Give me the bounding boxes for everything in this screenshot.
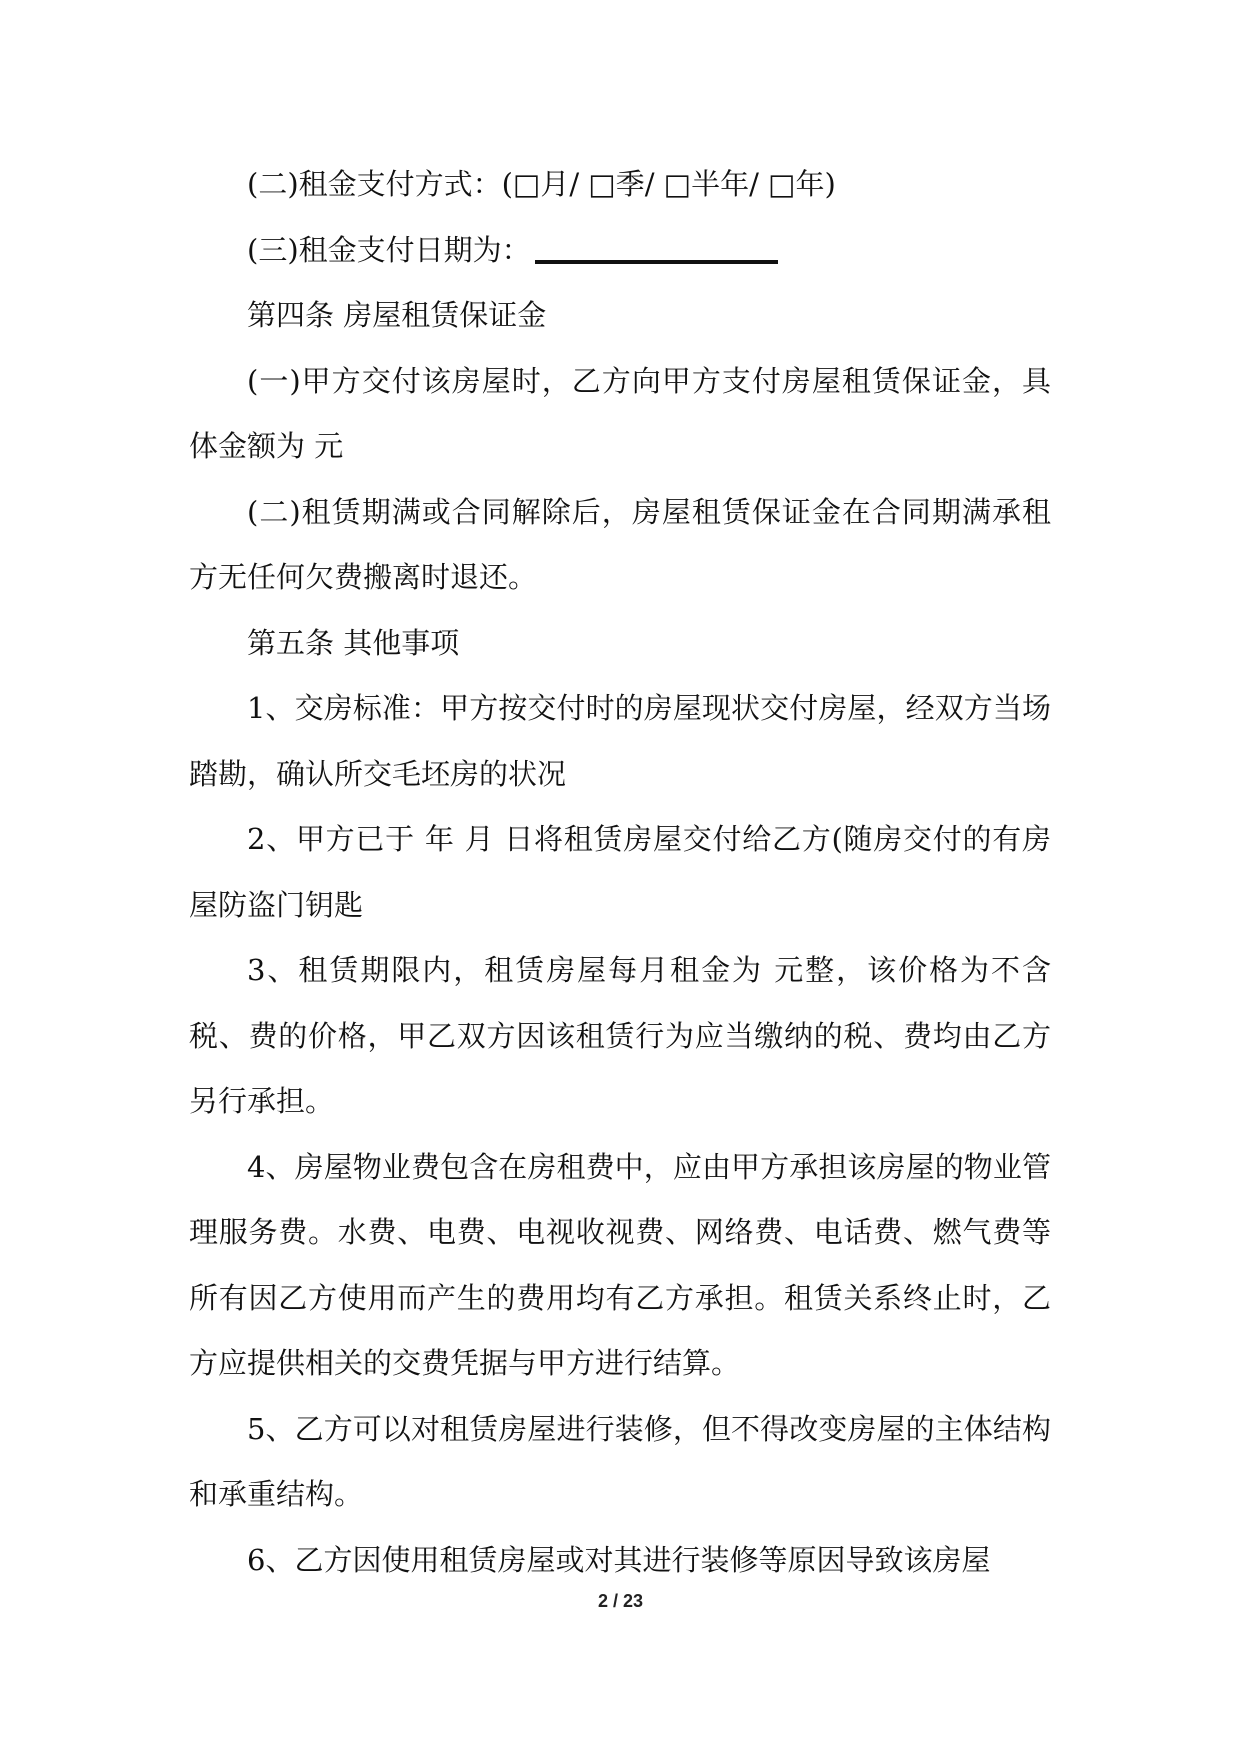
paragraph-item-3: 3、租赁期限内，租赁房屋每月租金为 元整，该价格为不含税、费的价格，甲乙双方因该租赁行为应当缴纳的税、费均由乙方另行承担。 [189, 953, 1051, 1118]
paragraph-item-5: 5、乙方可以对租赁房屋进行装修，但不得改变房屋的主体结构和承重结构。 [189, 1411, 1051, 1511]
paragraph-rent-payment-method: (二)租金支付方式：(□月/ □季/ □半年/ □年) [247, 167, 836, 201]
page-number: 2 / 23 [597, 1591, 644, 1611]
rent-payment-date-label: (三)租金支付日期为： [247, 232, 531, 267]
paragraph-item-6: 6、乙方因使用租赁房屋或对其进行装修等原因导致该房屋 [247, 1542, 991, 1577]
paragraph-item-4: 4、房屋物业费包含在房租费中，应由甲方承担该房屋的物业管理服务费。水费、电费、电视收视费、网络费、电话费、燃气费等所有因乙方使用而产生的费用均有乙方承担。租赁关系终止时，乙方应提供相关的交费凭据与甲方进行结算。 [189, 1149, 1051, 1380]
heading-article-four: 第四条 房屋租赁保证金 [247, 298, 547, 332]
paragraph-rent-payment-date [189, 218, 1051, 284]
paragraph-deposit-amount: (一)甲方交付该房屋时，乙方向甲方支付房屋租赁保证金，具体金额为 元 [189, 363, 1051, 463]
document-body [189, 152, 1051, 1593]
paragraph-item-1: 1、交房标准：甲方按交付时的房屋现状交付房屋，经双方当场踏勘，确认所交毛坯房的状况 [189, 691, 1051, 791]
paragraph-item-2: 2、甲方已于 年 月 日将租赁房屋交付给乙方(随房交付的有房屋防盗门钥匙 [189, 822, 1051, 922]
fill-in-blank-line [535, 260, 778, 264]
paragraph-deposit-refund: (二)租赁期满或合同解除后，房屋租赁保证金在合同期满承租方无任何欠费搬离时退还。 [189, 494, 1051, 594]
heading-article-five: 第五条 其他事项 [247, 625, 460, 660]
